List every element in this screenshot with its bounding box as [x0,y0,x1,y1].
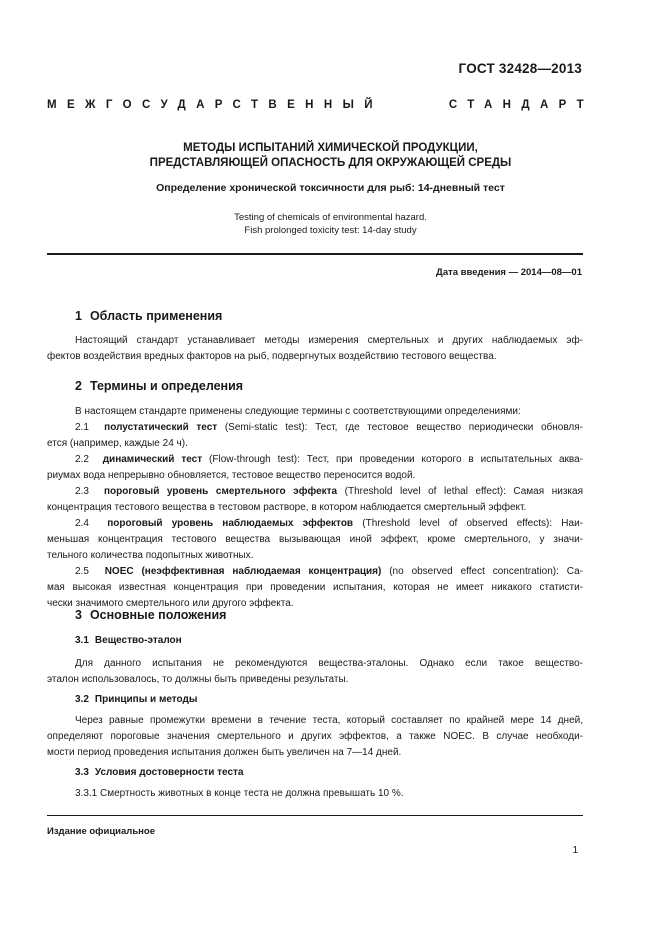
term-name: полустатический тест [104,422,218,433]
term-definition: (Flow-through test): Тест, при проведении которого в испытательных аква- [202,454,583,465]
text-line: мости период проведения испытания должен быть увеличен на 7—14 дней. [47,747,402,758]
text-line: меньшая концентрация тестового вещества вызывающая иной эффект, кроме смертельного, у значи- [47,534,583,545]
text-line: тельного количества подопытных животных. [47,550,254,561]
section-number: 2 [75,379,82,393]
banner-word-interstate: МЕЖГОСУДАРСТВЕННЫЙ [47,99,383,111]
section-3-heading [75,608,226,622]
term-definition: (Threshold level of lethal effect): Самая низкая [337,486,583,497]
term-definition: (Semi-static test): Тест, где тестовое вещество периодически обновля- [217,422,583,433]
term-name: динамический тест [102,454,203,465]
term-number: 2.2 [75,454,89,465]
subsection-3-3-heading [75,767,244,778]
text-line: риумах вода непрерывно обновляется, тестовое вещество переносится водой. [47,470,416,481]
term-name: пороговый уровень смертельного эффекта [104,486,338,497]
subsection-3-2-heading [75,694,197,705]
subsection-3-2-body [47,713,583,761]
text-line: фектов воздействия вредных факторов на рыб, подвергнутых воздействию тестового вещества. [47,351,497,362]
term-definition: (Threshold level of observed effects): Наи- [353,518,583,529]
term-definition: (no observed effect concentration): Са- [381,566,584,577]
text-line: Для данного испытания не рекомендуются вещества-эталоны. Однако если такое вещество- [75,658,583,669]
subsection-number: 3.1 [75,635,89,646]
subsection-title: Вещество-эталон [94,635,182,646]
text-line: В настоящем стандарте применены следующие термины с соответствующими определениями: [75,406,521,417]
term-name: пороговый уровень наблюдаемых эффектов [107,518,354,529]
text-line: мая высокая известная концентрация при проведении испытания, которая не имеет никакого статисти- [47,582,583,593]
interstate-standard-banner [47,99,594,111]
english-title-line-1: Testing of chemicals of environmental hazard. [234,212,427,223]
standard-code: ГОСТ 32428—2013 [458,61,582,76]
section-2-heading [75,379,243,393]
term-number: 2.3 [75,486,89,497]
banner-word-standard: СТАНДАРТ [448,99,594,111]
term-number: 2.5 [75,566,89,577]
subsection-title: Принципы и методы [94,694,198,705]
section-1-body [47,333,583,365]
subsection-3-1-body [47,656,583,688]
section-number: 3 [75,608,82,622]
english-title-line-2: Fish prolonged toxicity test: 14-day study [244,225,417,236]
title-line-1: МЕТОДЫ ИСПЫТАНИЙ ХИМИЧЕСКОЙ ПРОДУКЦИИ, [183,142,478,154]
text-line: Настоящий стандарт устанавливает методы измерения смертельных и других наблюдаемых эф- [75,335,583,346]
subsection-3-1-heading [75,635,182,646]
section-title: Основные положения [89,608,227,622]
text-line: определяют пороговые значения смертельного и других эффектов, а также NOEC. В случае необходи- [47,731,583,742]
subsection-number: 3.3 [75,767,89,778]
document-subtitle: Определение хронической токсичности для рыб: 14-дневный тест [156,182,505,194]
page-number: 1 [572,845,578,856]
text-line: Через равные промежутки времени в течение теста, который составляет по крайней мере 14 дней, [75,715,583,726]
term-number: 2.4 [75,518,89,529]
subsection-3-3-body [47,786,583,802]
official-edition-label: Издание официальное [47,826,155,837]
section-1-heading [75,309,222,323]
text-line: чески значимого смертельного или другого эффекта. [47,598,294,609]
section-title: Область применения [89,309,223,323]
text-line: эталон использовалось, то должны быть приведены результаты. [47,674,349,685]
document-title [47,141,614,171]
text-line: ется (например, каждые 24 ч). [47,438,188,449]
text-line: 3.3.1 Смертность животных в конце теста не должна превышать 10 %. [75,788,404,799]
term-number: 2.1 [75,422,89,433]
footer-divider [47,815,583,816]
section-number: 1 [75,309,82,323]
term-name: NOEC (неэффективная наблюдаемая концентрация) [104,566,382,577]
title-line-2: ПРЕДСТАВЛЯЮЩЕЙ ОПАСНОСТЬ ДЛЯ ОКРУЖАЮЩЕЙ СРЕДЫ [149,157,512,169]
english-title [47,211,614,237]
section-2-body [47,404,583,612]
header-divider [47,253,583,255]
subsection-number: 3.2 [75,694,89,705]
effective-date: Дата введения — 2014—08—01 [436,267,582,278]
text-line: концентрация тестового вещества в тестовом растворе, в котором наблюдается смертельный эффект. [47,502,527,513]
subsection-title: Условия достоверности теста [94,767,244,778]
section-title: Термины и определения [89,379,244,393]
